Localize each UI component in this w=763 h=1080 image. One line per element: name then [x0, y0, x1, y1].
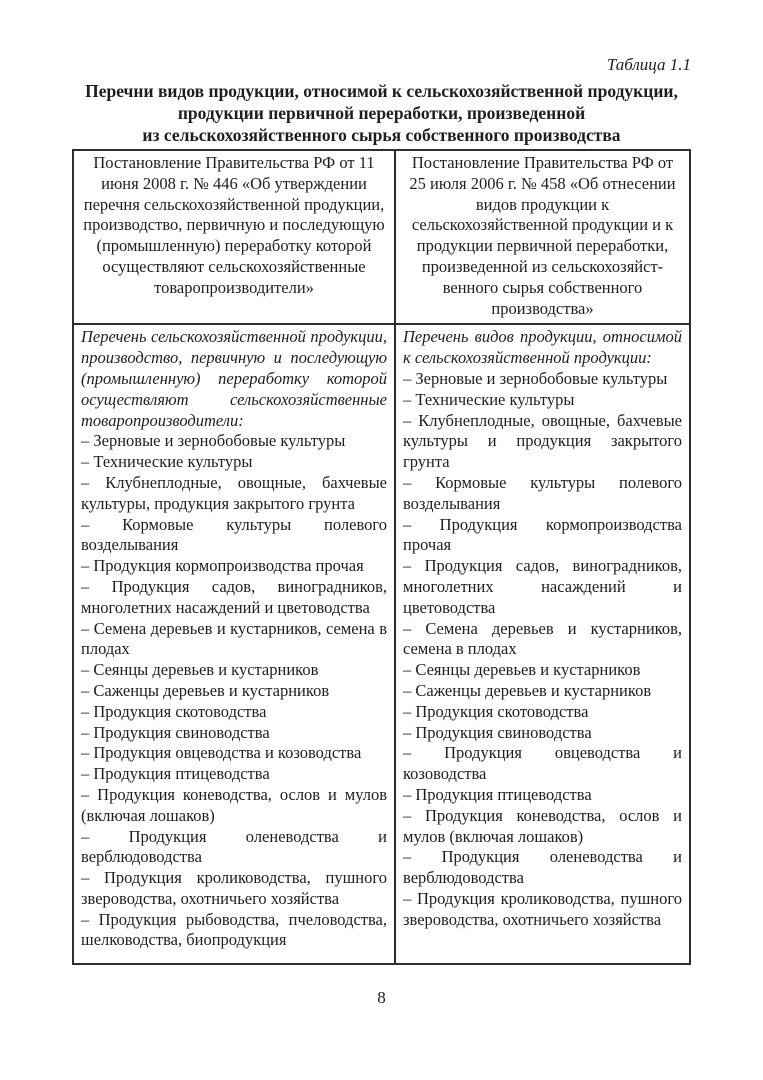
- list-item: – Клубнеплодные, овощные, бахчевые культуры и продукция закрытого грунта: [403, 410, 682, 472]
- list-item: – Семена деревьев и кустарников, семена в плодах: [403, 618, 682, 659]
- list-item: – Продукция кролиководства, пушного звероводства, охотничьего хозяйства: [403, 888, 682, 929]
- list-item: – Семена деревьев и кустарников, семена в плодах: [81, 618, 387, 659]
- list-item: – Продукция кормопроизводства прочая: [403, 514, 682, 555]
- list-item: – Продукция оленеводства и верблюдоводства: [81, 826, 387, 867]
- comparison-table: [72, 149, 691, 965]
- list-item: – Продукция свиноводства: [403, 722, 592, 742]
- header-cell-left: Постановление Правительства РФ от 11 июня 2008 г. № 446 «Об утверждении перечня сельскохозяйственной продукции, производство, первичную и последующую (промышленную) переработку которой осуществляют сельскохозяйственные товаропроизводители»: [73, 150, 395, 324]
- table-header-row: [73, 150, 690, 324]
- list-item: – Продукция коневодства, ослов и мулов (включая лошаков): [81, 784, 387, 825]
- list-item: – Продукция оленеводства и верблюдоводства: [403, 847, 682, 888]
- left-list-intro: Перечень сельскохозяйственной продукции, производство, первичную и последующую (промышленную) переработку которой осуществляют сельскохозяйственные товаропроизводители:: [81, 327, 387, 430]
- list-item: – Зерновые и зернобобовые культуры: [81, 431, 346, 451]
- table-caption-label: Таблица 1.1: [606, 55, 691, 74]
- document-title: [0, 80, 763, 146]
- list-item: – Продукция скотоводства: [403, 701, 589, 721]
- list-item: – Саженцы деревьев и кустарников: [403, 680, 652, 700]
- document-title-line-3: из сельскохозяйственного сырья собственного производства: [142, 125, 621, 145]
- right-list-intro: Перечень видов продукции, относимой к сельскохозяйственной продукции:: [403, 327, 682, 368]
- list-item: – Продукция скотоводства: [81, 701, 267, 721]
- list-item: – Зерновые и зернобобовые культуры: [403, 368, 668, 388]
- list-item: – Продукция кролиководства, пушного звероводства, охотничьего хозяйства: [81, 868, 387, 908]
- list-item: – Продукция рыбоводства, пчеловодства, шелководства, биопродукция: [81, 909, 387, 950]
- list-item: – Продукция садов, виноградников, многолетних насаждений и цветоводства: [403, 556, 682, 617]
- list-item: – Сеянцы деревьев и кустарников: [403, 660, 641, 680]
- list-item: – Саженцы деревьев и кустарников: [81, 680, 330, 700]
- body-cell-right: [395, 324, 690, 964]
- list-item: – Продукция птицеводства: [403, 784, 592, 804]
- list-item: – Технические культуры: [403, 389, 575, 409]
- list-item: – Продукция овцеводства и козоводства: [81, 743, 362, 763]
- list-item: – Кормовые культуры полевого возделывания: [81, 514, 387, 555]
- list-item: – Кормовые культуры полевого возделывания: [403, 472, 682, 513]
- document-title-line-2: продукции первичной переработки, произведенной: [177, 103, 586, 123]
- list-item: – Продукция садов, виноградников, многолетних насаждений и цветоводства: [81, 576, 387, 617]
- page-number: 8: [377, 988, 386, 1007]
- body-cell-left: [73, 324, 395, 964]
- list-item: – Технические культуры: [81, 452, 253, 472]
- list-item: – Продукция коневодства, ослов и мулов (включая лошаков): [403, 805, 682, 846]
- list-item: – Сеянцы деревьев и кустарников: [81, 660, 319, 680]
- table-body-row: [73, 324, 690, 964]
- document-title-line-1: Перечни видов продукции, относимой к сельскохозяйственной продукции,: [85, 81, 678, 101]
- list-item: – Продукция свиноводства: [81, 722, 270, 742]
- list-item: – Клубнеплодные, овощные, бахчевые культуры, продукция закрытого грунта: [81, 472, 387, 513]
- list-item: – Продукция птицеводства: [81, 764, 270, 784]
- header-cell-right: Постановление Правительства РФ от 25 июля 2006 г. № 458 «Об отнесении видов продукции к сельскохозяйственной продукции и к продукции первичной переработки, произведенной из сельскохозяйственного сырья собственного производства»: [395, 150, 690, 324]
- list-item: – Продукция кормопроизводства прочая: [81, 556, 364, 576]
- list-item: – Продукция овцеводства и козоводства: [403, 743, 682, 784]
